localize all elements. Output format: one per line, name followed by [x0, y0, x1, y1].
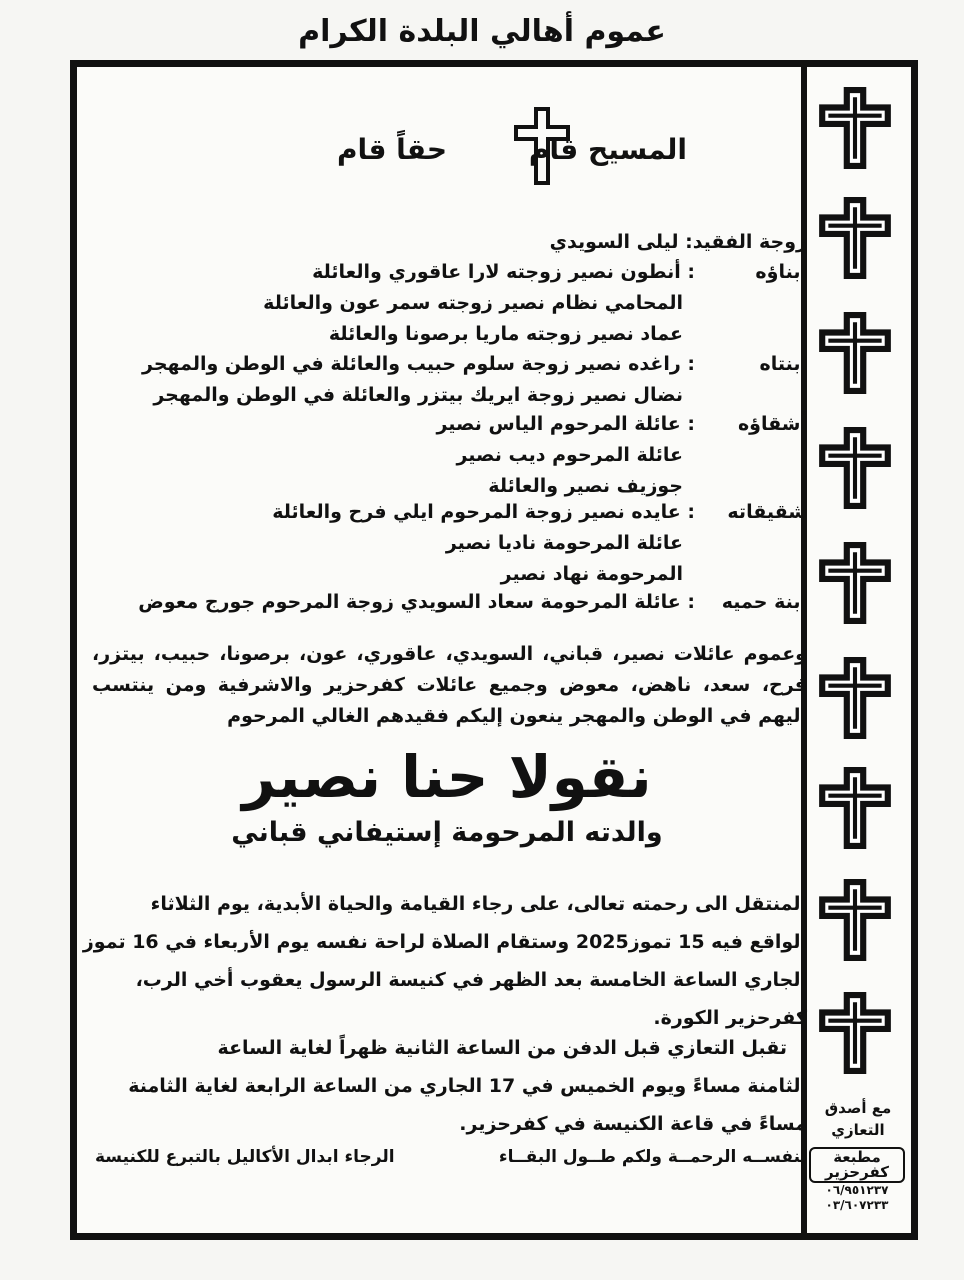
relative-name: المحامي نظام نصير زوجته سمر عون والعائلة	[263, 292, 683, 314]
cross-icon	[817, 542, 893, 624]
condolence-paragraph	[92, 1029, 807, 1143]
cross-icon	[817, 197, 893, 279]
relative-label: ابنة حميه	[721, 591, 807, 613]
side-condolence	[813, 1097, 903, 1141]
cross-icon	[817, 879, 893, 961]
footer-blessing: لنفســه الرحمــة ولكم طــول البقــاء	[498, 1147, 807, 1167]
families-paragraph: وعموم عائلات نصير، قباني، السويدي، عاقوري، عون، برصونا، حبيب، بيتزر، فرح، سعد، ناهض، معوض وجميع عائلات كفرحزير والاشرفية ومن ينتسب إليهم في الوطن والمهجر ينعون إليكم فقيدهم الغالي المرحوم	[92, 643, 807, 727]
relative-label: أشقاؤه	[737, 413, 807, 435]
condolence-line: مساءً في قاعة الكنيسة في كفرحزير.	[459, 1113, 807, 1135]
relative-name: : راغده نصير زوجة سلوم حبيب والعائلة في الوطن والمهجر	[142, 353, 695, 375]
cross-icon	[817, 992, 893, 1074]
relative-name: جوزيف نصير والعائلة	[488, 475, 683, 497]
side-condolence-line: التعازي	[831, 1121, 885, 1139]
cross-icon	[817, 87, 893, 169]
cross-icon	[817, 427, 893, 509]
relative-name: : أنطون نصير زوجته لارا عاقوري والعائلة	[312, 261, 695, 283]
printer-phone: ٠٣/٦٠٧٢٣٣	[825, 1198, 889, 1212]
notice-content	[82, 67, 807, 1233]
deceased-name: نقولا حنا نصير	[242, 743, 652, 811]
relative-name: نضال نصير زوجة ايريك بيتزر والعائلة في الوطن والمهجر	[153, 384, 683, 406]
relative-label: ابناؤه	[755, 261, 807, 283]
relative-name: المرحومة نهاد نصير	[500, 563, 683, 585]
funeral-line: الواقع فيه 15 تموز2025 وستقام الصلاة لراحة نفسه يوم الأربعاء في 16 تموز	[82, 931, 807, 953]
condolence-line: تقبل التعازي قبل الدفن من الساعة الثانية ظهراً لغاية الساعة	[217, 1037, 787, 1059]
cross-column	[801, 67, 911, 1233]
funeral-line: الجاري الساعة الخامسة بعد الظهر في كنيسة الرسول يعقوب أخي الرب،	[135, 969, 807, 991]
relative-label: شقيقاته	[727, 501, 807, 523]
relative-name: عماد نصير زوجته ماريا برصونا والعائلة	[328, 323, 683, 345]
relative-name: عائلة المرحوم ديب نصير	[456, 444, 683, 466]
printer-phone: ٠٦/٩٥١٢٣٧	[825, 1183, 889, 1197]
funeral-line: كفرحزير الكورة.	[653, 1007, 807, 1029]
funeral-paragraph	[82, 885, 807, 1037]
printer-name: مطبعة كفرحزير	[809, 1147, 905, 1183]
funeral-line: المنتقل الى رحمته تعالى، على رجاء القيامة والحياة الأبدية، يوم الثلاثاء	[150, 893, 807, 915]
condolence-line: الثامنة مساءً ويوم الخميس في 17 الجاري من الساعة الرابعة لغاية الثامنة	[128, 1075, 807, 1097]
relative-name: عائلة المرحومة ناديا نصير	[445, 532, 683, 554]
cross-icon	[817, 312, 893, 394]
mother-line: والدته المرحومة إستيفاني قباني	[231, 817, 663, 848]
cross-icon	[509, 107, 575, 187]
relative-label: ابنتاه	[759, 353, 807, 375]
cross-icon	[817, 657, 893, 739]
relative-name: : عائلة المرحوم الياس نصير	[436, 413, 695, 435]
header-right-text: حقاً قام	[337, 133, 447, 166]
widow-text: زوجة الفقيد: ليلى السويدي	[549, 231, 807, 253]
header-line	[267, 97, 687, 187]
top-title: عموم أهالي البلدة الكرام	[298, 14, 666, 49]
footer-donation-note: الرجاء ابدال الأكاليل بالتبرع للكنيسة	[95, 1147, 395, 1167]
header-left-text: المسيح قام	[528, 133, 687, 166]
notice-frame	[70, 60, 918, 1240]
printer-logo	[809, 1147, 905, 1223]
side-condolence-line: مع أصدق	[824, 1099, 892, 1117]
relative-name: : عايده نصير زوجة المرحوم ايلي فرح والعائلة	[272, 501, 695, 523]
relative-name: : عائلة المرحومة سعاد السويدي زوجة المرحوم جورج معوض	[138, 591, 695, 613]
cross-icon	[817, 767, 893, 849]
